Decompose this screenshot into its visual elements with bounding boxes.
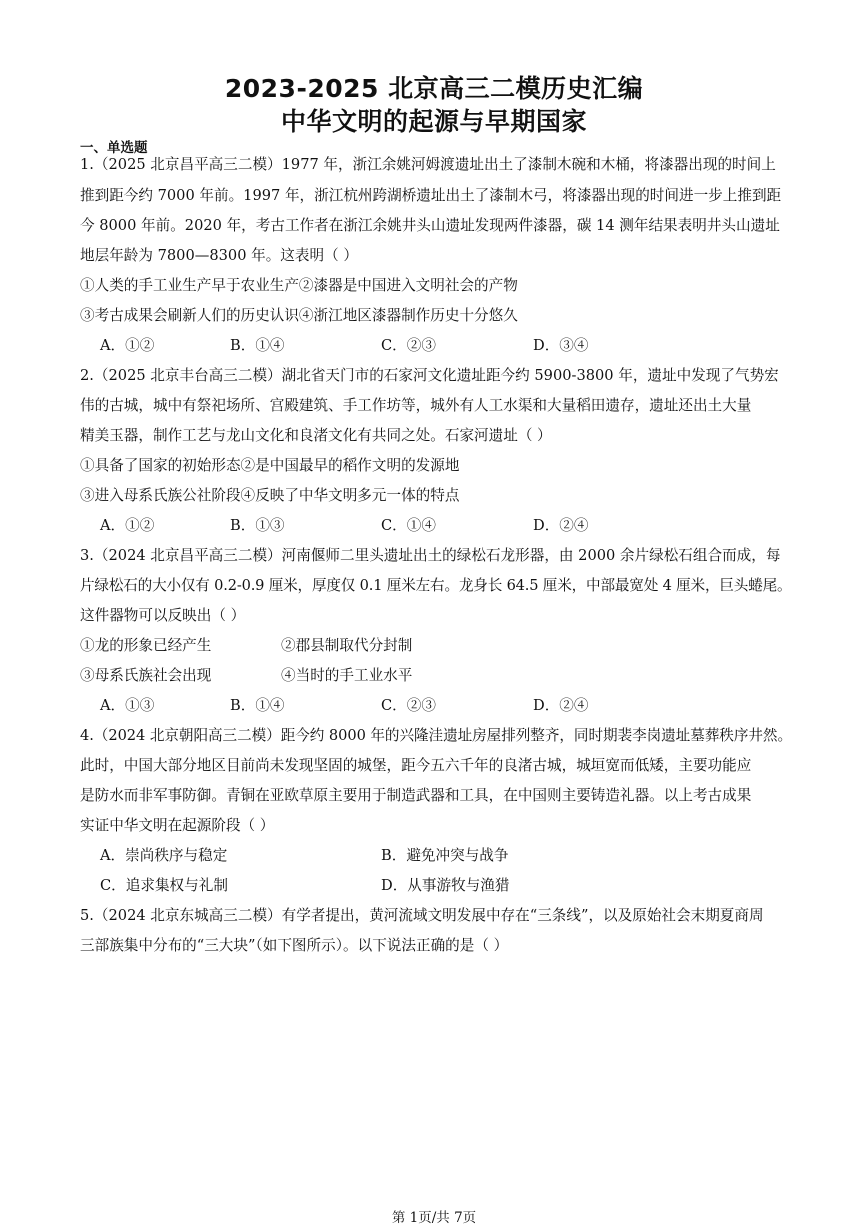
q3-option-b[interactable]: B．①④ [230, 697, 285, 714]
q4-option-d[interactable]: D．从事游牧与渔猎 [381, 877, 510, 894]
q1-statement: ③考古成果会刷新人们的历史认识④浙江地区漆器制作历史十分悠久 [80, 307, 518, 324]
document-subtitle: 中华文明的起源与早期国家 [280, 107, 587, 136]
q4-stem-line: 是防水而非军事防御。青铜在亚欧草原主要用于制造武器和工具，在中国则主要铸造礼器。以上考古成果 [80, 787, 752, 804]
q3-option-a[interactable]: A．①③ [100, 697, 155, 714]
page-number: 第 1页/共 7页 [391, 1210, 477, 1226]
q2-stem-line: 精美玉器，制作工艺与龙山文化和良渚文化有共同之处。石家河遗址（ ） [80, 427, 552, 444]
q2-stem-line: 伟的古城，城中有祭祀场所、宫殿建筑、手工作坊等，城外有人工水渠和大量稻田遗存，遗址还出土大量 [80, 397, 752, 414]
q1-option-a[interactable]: A．①② [100, 337, 155, 354]
q4-stem-line: 4.（2024 北京朝阳高三二模）距今约 8000 年的兴隆洼遗址房屋排列整齐，同时期裴李岗遗址墓葬秩序井然。 [80, 727, 792, 744]
q1-option-b[interactable]: B．①④ [230, 337, 285, 354]
q3-stem-line: 片绿松石的大小仅有 0.2-0.9 厘米，厚度仅 0.1 厘米左右。龙身长 64.5 厘米，中部最宽处 4 厘米，巨头蜷尾。 [80, 577, 792, 594]
q1-statement: ①人类的手工业生产早于农业生产②漆器是中国进入文明社会的产物 [80, 277, 518, 294]
q3-statement: ③母系氏族社会出现 [80, 667, 212, 684]
q4-option-b[interactable]: B．避免冲突与战争 [381, 847, 509, 864]
q4-option-a[interactable]: A．崇尚秩序与稳定 [100, 847, 228, 864]
q2-statement: ③进入母系氏族公社阶段④反映了中华文明多元一体的特点 [80, 487, 460, 504]
q4-stem-line: 实证中华文明在起源阶段（ ） [80, 817, 275, 834]
q3-option-d[interactable]: D．②④ [533, 697, 589, 714]
q3-statement: ①龙的形象已经产生 [80, 637, 212, 654]
q1-stem-line: 推到距今约 7000 年前。1997 年，浙江杭州跨湖桥遗址出土了漆制木弓，将漆器出现的时间进一步上推到距 [80, 187, 782, 204]
q2-stem-line: 2.（2025 北京丰台高三二模）湖北省天门市的石家河文化遗址距今约 5900-3800 年，遗址中发现了气势宏 [80, 367, 779, 384]
q2-option-b[interactable]: B．①③ [230, 517, 285, 534]
q5-stem-line: 三部族集中分布的“三大块”（如下图所示）。以下说法正确的是（ ） [80, 937, 509, 954]
section-heading: 一、单选题 [80, 140, 148, 156]
q3-statement: ④当时的手工业水平 [281, 667, 413, 684]
q1-option-c[interactable]: C．②③ [381, 337, 436, 354]
q2-option-d[interactable]: D．②④ [533, 517, 589, 534]
q1-stem-line: 今 8000 年前。2020 年，考古工作者在浙江余姚井头山遗址发现两件漆器，碳 14 测年结果表明井头山遗址 [80, 217, 780, 234]
q4-option-c[interactable]: C．追求集权与礼制 [100, 877, 228, 894]
q3-stem-line: 这件器物可以反映出（ ） [80, 607, 246, 624]
q5-stem-line: 5.（2024 北京东城高三二模）有学者提出，黄河流域文明发展中存在“三条线”，以及原始社会末期夏商周 [80, 907, 764, 924]
q1-stem-line: 1.（2025 北京昌平高三二模）1977 年，浙江余姚河姆渡遗址出土了漆制木碗和木桶，将漆器出现的时间上 [80, 156, 776, 173]
q3-stem-line: 3.（2024 北京昌平高三二模）河南偃师二里头遗址出土的绿松石龙形器，由 2000 余片绿松石组合而成，每 [80, 547, 781, 564]
document-title: 2023-2025 北京高三二模历史汇编 [224, 74, 644, 103]
q2-option-a[interactable]: A．①② [100, 517, 155, 534]
q2-statement: ①具备了国家的初始形态②是中国最早的稻作文明的发源地 [80, 457, 460, 474]
q2-option-c[interactable]: C．①④ [381, 517, 436, 534]
q3-option-c[interactable]: C．②③ [381, 697, 436, 714]
q3-statement: ②郡县制取代分封制 [281, 637, 413, 654]
q1-option-d[interactable]: D．③④ [533, 337, 589, 354]
q4-stem-line: 此时，中国大部分地区目前尚未发现坚固的城堡，距今五六千年的良渚古城，城垣宽而低矮，主要功能应 [80, 757, 752, 774]
q1-stem-line: 地层年龄为 7800—8300 年。这表明（ ） [80, 247, 358, 264]
